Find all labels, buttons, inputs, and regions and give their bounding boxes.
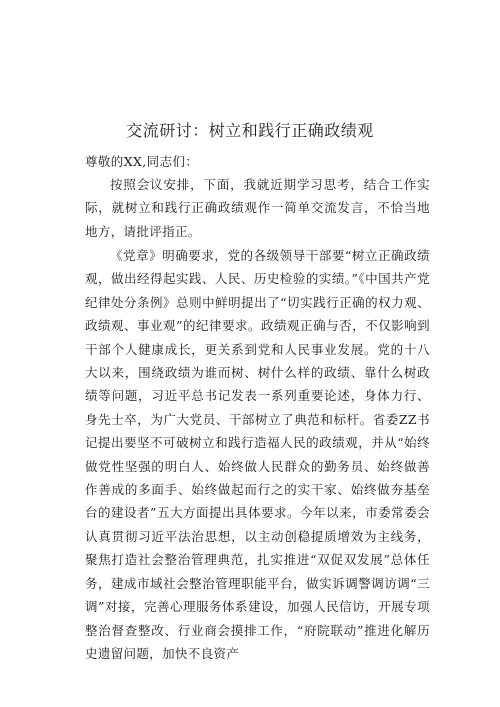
paragraph-1: 按照会议安排，下面，我就近期学习思考，结合工作实际，就树立和践行正确政绩观作一简单交流发言，不恰当地地方，请批评指正。 [85,177,430,239]
paragraph-2: 《党章》明确要求，党的各级领导干部要“树立正确政绩观，做出经得起实践、人民、历史检验的实绩。”《中国共产党纪律处分条例》总则中鲜明提出了“切实践行正确的权力观、政绩观、事业观”的纪律要求。政绩观正确与否，不仅影响到干部个人健康成长，更关系到党和人民事业发展。党的十八大以来，围绕政绩为谁而树、树什么样的政绩、靠什么树政绩等问题，习近平总书记发表一系列重要论述，身体力行、身先士卒，为广大党员、干部树立了典范和标杆。省委ZZ书记提出要坚不可破树立和践行造福人民的政绩观，并从“始终做党性坚强的明白人、始终做人民群众的勤务员、始终做善作善成的多面手、始终做起而行之的实干家、始终做夯基垒台的建设者”五大方面提出具体要求。今年以来，市委常委会认真贯彻习近平法治思想，以主动创稳提质增效为主线务，聚焦打造社会整治管理典范，扎实推进“双促双发展”总体任务，建成市域社会整治管理职能平台，做实诉调警调访调“三调”对接，完善心理服务体系建设，加强人民信访，开展专项整治督查整改、行业商会摸排工作，“府院联动”推进化解历史遗留问题，加快不良资产 [85,248,430,661]
document-title: 交流研讨：树立和践行正确政绩观 [126,121,374,140]
salutation: 尊敬的XX,同志们： [85,154,199,169]
